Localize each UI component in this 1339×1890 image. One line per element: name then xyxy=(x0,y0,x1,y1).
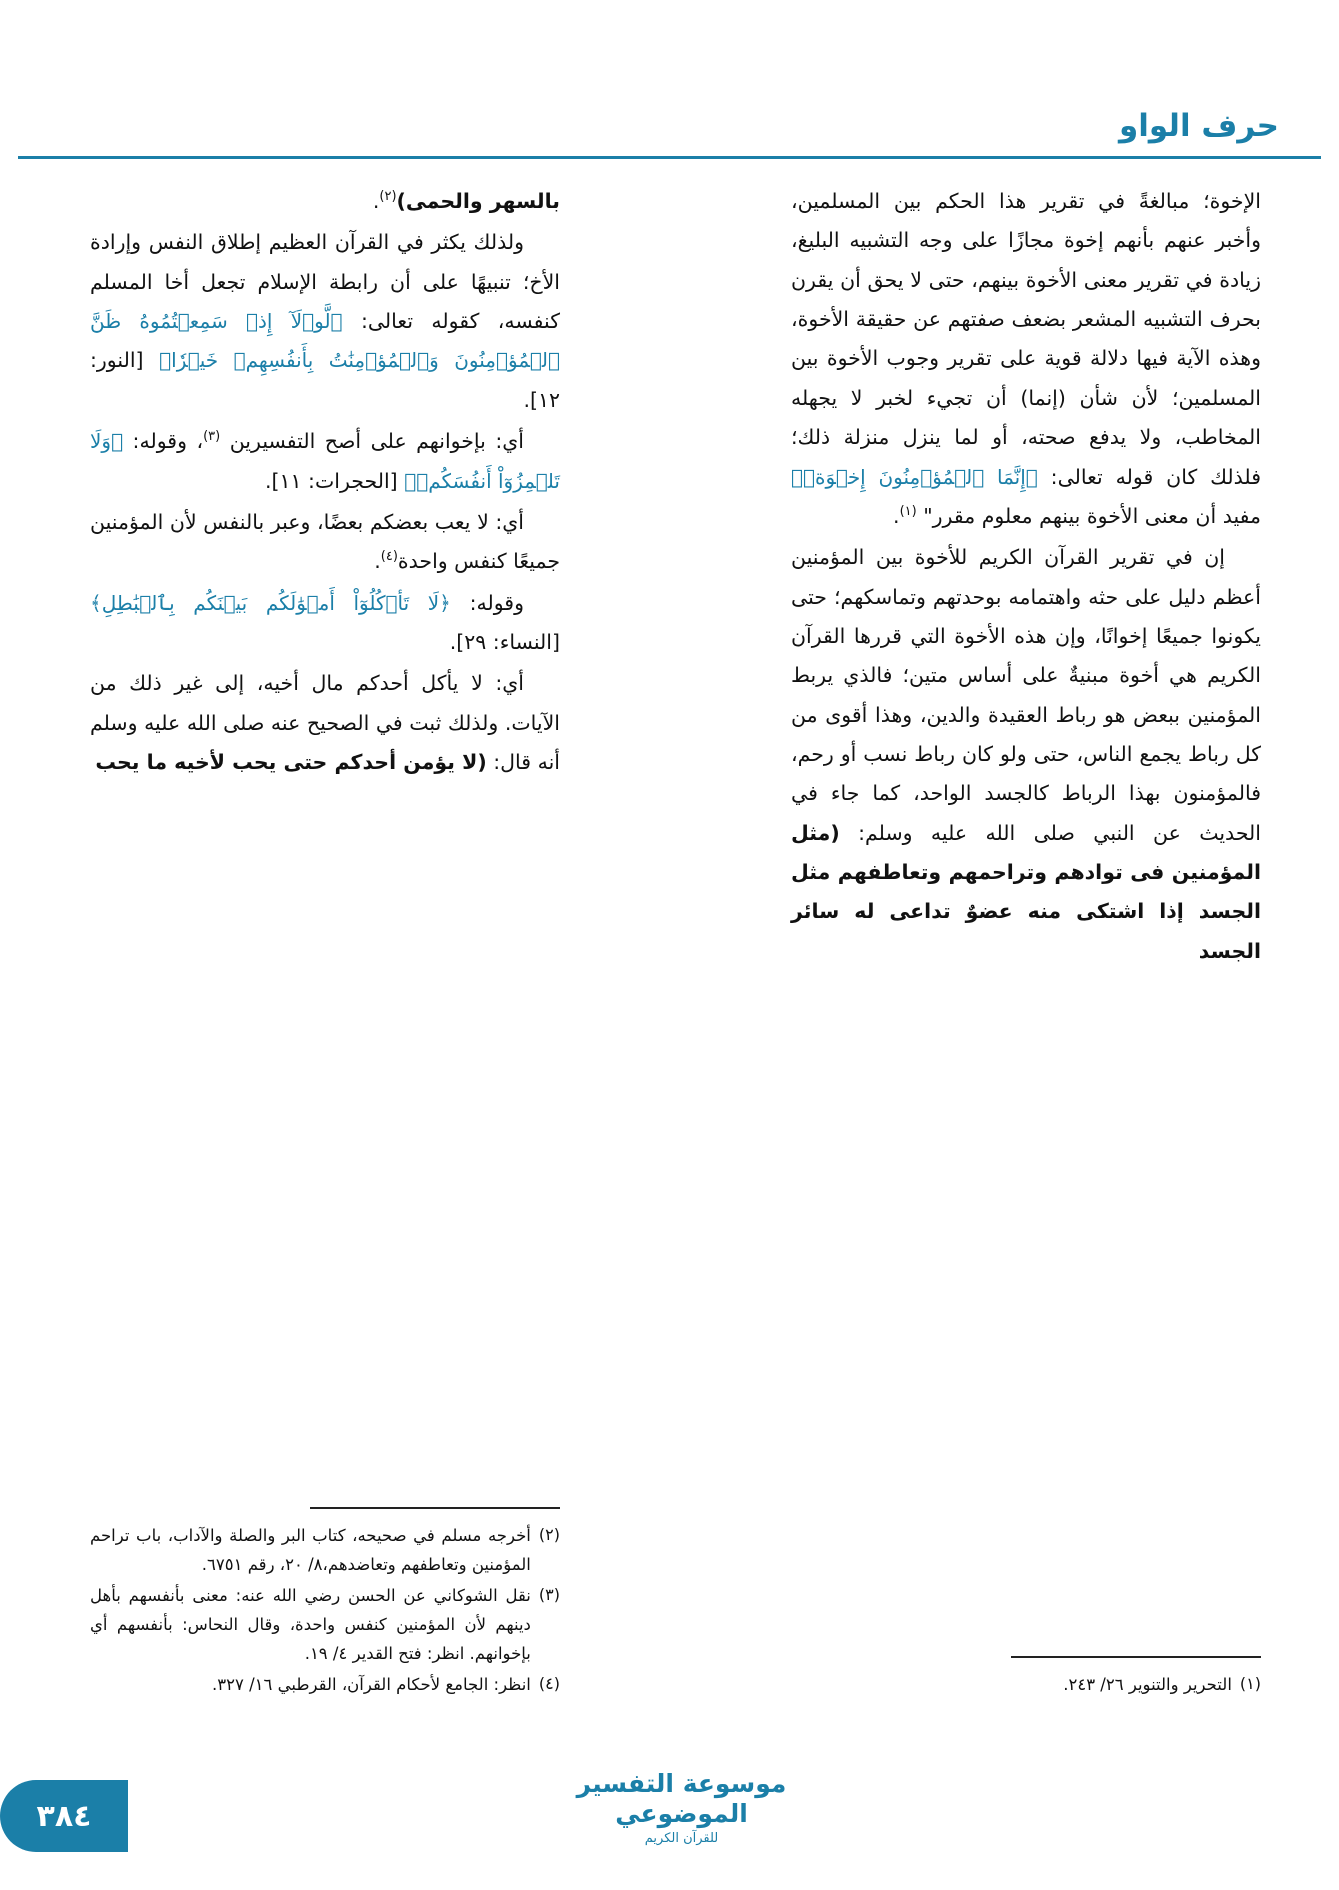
emphasized-text: بالسهر والحمى) xyxy=(396,189,560,213)
footnote-number: (٢) xyxy=(538,1524,560,1544)
footnote-item xyxy=(90,1581,560,1669)
page-number-badge: ٣٨٤ xyxy=(0,1780,128,1852)
footnote-text: التحرير والتنوير ٢٦/ ٢٤٣. xyxy=(1063,1674,1232,1694)
quran-verse: ﴿لَا تَأۡكُلُوٓاْ أَمۡوَٰلَكُم بَيۡنَكُم بِٱلۡبَٰطِلِ﴾ xyxy=(90,590,451,615)
footnote-reference[interactable]: (٢) xyxy=(379,189,397,205)
footnote-item xyxy=(90,1670,560,1699)
footnote-number: (٤) xyxy=(538,1673,560,1693)
footnote-divider xyxy=(310,1507,560,1509)
paragraph xyxy=(90,223,560,420)
page-header xyxy=(0,108,1339,168)
body-text-right xyxy=(791,182,1261,971)
quran-verse: ﴿لَّوۡلَآ إِذۡ سَمِعۡتُمُوهُ ظَنَّ ٱلۡمُؤۡمِنُونَ وَٱلۡمُؤۡمِنَٰتُ بِأَنفُسِهِمۡ خَيۡرٗا﴾ xyxy=(90,309,560,373)
text-run: وقوله: xyxy=(450,590,525,615)
column-left xyxy=(90,182,560,784)
publisher-logo xyxy=(532,1769,832,1846)
paragraph xyxy=(90,664,560,782)
footnote-number: (٣) xyxy=(538,1584,560,1604)
text-run: . xyxy=(893,503,900,528)
text-run: ، وقوله: xyxy=(123,429,204,454)
footnote-reference[interactable]: (١) xyxy=(899,504,917,520)
page-footer xyxy=(0,1756,1339,1852)
text-run: ولذلك يكثر في القرآن العظيم إطلاق النفس وإرادة الأخ؛ تنبيهًا على أن رابطة الإسلام تجعل أخا المسلم كنفسه، كقوله تعالى: xyxy=(90,230,560,334)
text-run: مفيد أن معنى الأخوة بينهم معلوم مقرر" xyxy=(916,503,1261,528)
footnote-divider xyxy=(1011,1656,1261,1658)
footnote-number: (١) xyxy=(1239,1673,1261,1693)
footnote-reference[interactable]: (٣) xyxy=(203,429,221,445)
text-run: الإخوة؛ مبالغةً في تقرير هذا الحكم بين المسلمين، وأخبر عنهم بأنهم إخوة مجازًا على وجه التشبيه البليغ، زيادة في تقرير معنى الأخوة بينهم، حتى لا يحق أن يقرن بحرف التشبيه المشعر بضعف صفتهم عن حقيقة الأخوة، وهذه الآية فيها دلالة قوية على تقرير وجوب الأخوة بين المسلمين؛ لأن شأن (إنما) أن تجيء لخبر لا يجهله المخاطب، ولا يدفع صحته، أو لما ينزل منزلة ذلك؛ فلذلك كان قوله تعالى: xyxy=(791,189,1261,489)
paragraph xyxy=(90,422,560,501)
footnote-reference[interactable]: (٤) xyxy=(380,549,398,565)
quran-verse: ﴿إِنَّمَا ٱلۡمُؤۡمِنُونَ إِخۡوَةٞ﴾ xyxy=(791,464,1038,489)
text-run: [النساء: ٢٩]. xyxy=(449,629,560,654)
emphasized-text: (مثل المؤمنين فى توادهم وتراحمهم وتعاطفهم مثل الجسد إذا اشتكى منه عضوٌ تداعى له سائر الجسد xyxy=(791,820,1261,963)
footnote-item xyxy=(791,1670,1261,1699)
footnote-text: انظر: الجامع لأحكام القرآن، القرطبي ١٦/ ٣٢٧. xyxy=(212,1674,531,1694)
text-run: [الحجرات: ١١]. xyxy=(264,468,405,493)
paragraph xyxy=(90,503,560,582)
logo-sub-text: للقرآن الكريم xyxy=(644,1831,719,1846)
body-text-left xyxy=(90,182,560,782)
footnote-text: أخرجه مسلم في صحيحه، كتاب البر والصلة والآداب، باب تراحم المؤمنين وتعاطفهم وتعاضدهم،٨/ ٢٠، رقم ٦٧٥١. xyxy=(90,1525,531,1575)
paragraph xyxy=(791,182,1261,536)
paragraph xyxy=(90,182,560,221)
header-divider xyxy=(18,156,1321,159)
quran-verse: ﴿وَلَا تَلۡمِزُوٓاْ أَنفُسَكُمۡ﴾ xyxy=(90,429,560,493)
page-title: حرف الواو xyxy=(1118,108,1279,144)
footnotes-right xyxy=(791,1656,1261,1700)
text-columns xyxy=(78,182,1261,1700)
text-run: [النور: ١٢]. xyxy=(90,348,560,412)
text-run: . xyxy=(372,189,380,213)
text-run: أي: لا يأكل أحدكم مال أخيه، إلى غير ذلك من الآيات. ولذلك ثبت في الصحيح عنه صلى الله عليه وسلم أنه قال: xyxy=(90,671,560,775)
text-run: أي: لا يعب بعضكم بعضًا، وعبر بالنفس لأن المؤمنين جميعًا كنفس واحدة xyxy=(90,509,560,574)
column-right xyxy=(791,182,1261,973)
text-run: أي: بإخوانهم على أصح التفسيرين xyxy=(220,429,524,454)
paragraph xyxy=(90,584,560,663)
footnote-item xyxy=(90,1521,560,1580)
footnotes-left xyxy=(90,1507,560,1700)
text-run: . xyxy=(374,549,381,574)
logo-main-text: موسوعة التفسير الموضوعي xyxy=(576,1769,787,1828)
paragraph xyxy=(791,538,1261,971)
footnote-text: نقل الشوكاني عن الحسن رضي الله عنه: معنى بأنفسهم بأهل دينهم لأن المؤمنين كنفس واحدة، وقال النحاس: بأنفسهم أي بإخوانهم. انظر: فتح القدير ٤/ ١٩. xyxy=(90,1585,531,1664)
text-run: إن في تقرير القرآن الكريم للأخوة بين المؤمنين أعظم دليل على حثه واهتمامه بوحدتهم وتماسكهم؛ حتى يكونوا جميعًا إخوانًا، وإن هذه الأخوة التي قررها القرآن الكريم هي أخوة مبنيةٌ على أساس متين؛ فالذي يربط المؤمنين ببعض هو رباط العقيدة والدين، وهذا أقوى من كل رباط يجمع الناس، حتى ولو كان رباط نسب أو رحم، فالمؤمنون بهذا الرباط كالجسد الواحد، كما جاء في الحديث عن النبي صلى الله عليه وسلم: xyxy=(791,545,1261,845)
emphasized-text: (لا يؤمن أحدكم حتى يحب لأخيه ما يحب xyxy=(95,750,487,775)
